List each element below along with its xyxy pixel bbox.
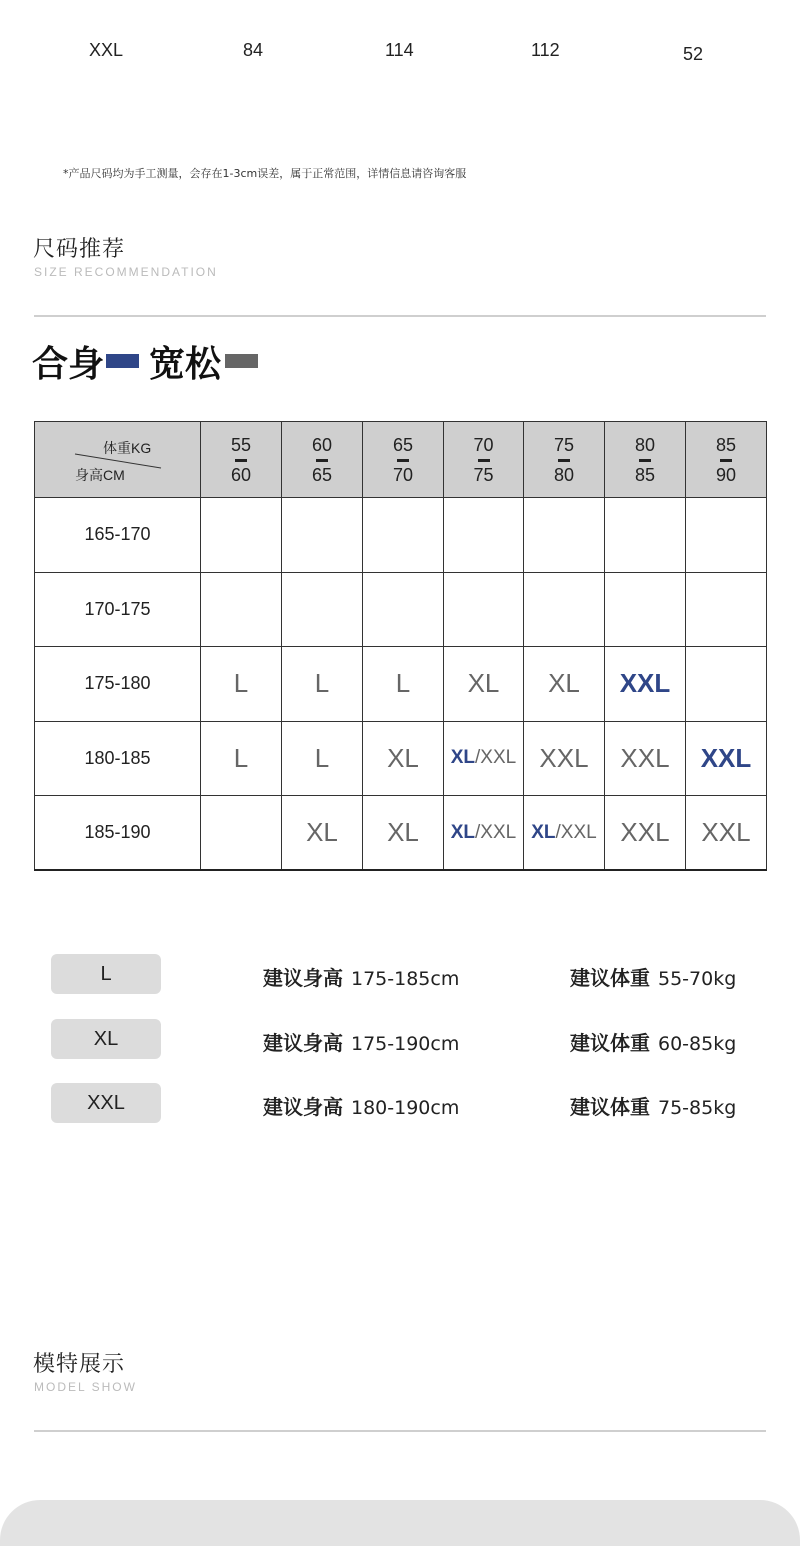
fit-label: 合身 bbox=[32, 343, 105, 385]
weight-column-header: 80 85 bbox=[605, 422, 686, 498]
size-cell bbox=[524, 572, 605, 647]
loose-color-swatch bbox=[225, 354, 258, 368]
size-cell: XXL bbox=[605, 796, 686, 871]
suggested-height: 建议身高 175-185cm bbox=[263, 966, 460, 990]
size-cell-loose: XXL bbox=[686, 721, 767, 796]
size-badge: XL bbox=[51, 1019, 161, 1059]
weight-column-header: 60 65 bbox=[282, 422, 363, 498]
size-cell-mixed bbox=[444, 721, 524, 796]
divider bbox=[34, 315, 766, 317]
size-cell bbox=[363, 498, 444, 573]
table-row bbox=[35, 498, 767, 573]
size-cell bbox=[282, 498, 363, 573]
size-cell: XXL bbox=[686, 796, 767, 871]
size-cell-mixed bbox=[524, 796, 605, 871]
measure-cell: 114 bbox=[385, 40, 414, 60]
size-cell bbox=[686, 572, 767, 647]
weight-column-header: 70 75 bbox=[444, 422, 524, 498]
size-cell: L bbox=[201, 647, 282, 722]
mixed-size-primary: XL bbox=[450, 747, 476, 769]
size-cell: L bbox=[282, 721, 363, 796]
size-cell bbox=[201, 572, 282, 647]
size-cell: XL bbox=[363, 796, 444, 871]
height-range-cell: 175-180 bbox=[35, 647, 201, 722]
suggested-height: 建议身高 180-190cm bbox=[263, 1095, 460, 1119]
table-row bbox=[35, 796, 767, 871]
size-cell bbox=[605, 572, 686, 647]
measure-cell: 112 bbox=[531, 40, 560, 60]
mixed-size-secondary: /XXL bbox=[475, 747, 517, 769]
suggested-weight: 建议体重 55-70kg bbox=[570, 966, 737, 990]
size-cell: L bbox=[282, 647, 363, 722]
suggested-weight: 建议体重 60-85kg bbox=[570, 1031, 737, 1055]
mixed-size-primary: XL bbox=[450, 821, 476, 843]
size-cell: XL bbox=[282, 796, 363, 871]
size-cell: XL bbox=[524, 647, 605, 722]
measure-cell: 52 bbox=[683, 44, 704, 64]
weight-column-header: 75 80 bbox=[524, 422, 605, 498]
size-cell: L bbox=[201, 721, 282, 796]
section-title-model-show: 模特展示 bbox=[33, 1352, 126, 1377]
size-cell bbox=[282, 572, 363, 647]
recommendation-row-xxl bbox=[0, 1083, 800, 1125]
suggested-weight: 建议体重 75-85kg bbox=[570, 1095, 737, 1119]
fit-color-swatch bbox=[106, 354, 139, 368]
measurement-note: *产品尺码均为手工测量，会存在1-3cm误差，属于正常范围，详情信息请咨询客服 bbox=[63, 167, 467, 180]
recommendation-row-l bbox=[0, 954, 800, 996]
table-header-row bbox=[35, 422, 767, 498]
table-row bbox=[35, 647, 767, 722]
table-row bbox=[35, 721, 767, 796]
height-range-cell: 170-175 bbox=[35, 572, 201, 647]
mixed-size-secondary: /XXL bbox=[475, 821, 517, 843]
size-cell bbox=[444, 498, 524, 573]
size-cell bbox=[605, 498, 686, 573]
height-range-cell: 185-190 bbox=[35, 796, 201, 871]
size-cell bbox=[201, 796, 282, 871]
divider bbox=[34, 1430, 766, 1432]
table-row bbox=[35, 572, 767, 647]
measure-cell: 84 bbox=[243, 40, 264, 60]
size-cell: XXL bbox=[605, 721, 686, 796]
size-cell-loose: XXL bbox=[605, 647, 686, 722]
height-axis-label: 身高CM bbox=[75, 467, 125, 483]
size-cell: XL bbox=[444, 647, 524, 722]
section-subtitle-model-show: MODEL SHOW bbox=[34, 1380, 137, 1394]
size-chart-row-xxl bbox=[0, 40, 800, 64]
size-cell bbox=[686, 647, 767, 722]
mixed-size-secondary: /XXL bbox=[555, 821, 597, 843]
loose-label: 宽松 bbox=[149, 343, 222, 385]
mixed-size-primary: XL bbox=[531, 821, 556, 843]
size-cell bbox=[363, 572, 444, 647]
corner-diagonal bbox=[35, 422, 201, 498]
size-cell: XL bbox=[363, 721, 444, 796]
section-subtitle-size-recommendation: SIZE RECOMMENDATION bbox=[34, 265, 218, 279]
size-cell bbox=[444, 572, 524, 647]
size-cell bbox=[524, 498, 605, 573]
model-image-panel bbox=[0, 1500, 800, 1546]
height-range-cell: 180-185 bbox=[35, 721, 201, 796]
weight-column-header: 65 70 bbox=[363, 422, 444, 498]
size-cell bbox=[201, 498, 282, 573]
size-cell: XXL bbox=[524, 721, 605, 796]
size-recommendation-table bbox=[34, 421, 767, 871]
section-title-size-recommendation: 尺码推荐 bbox=[33, 237, 126, 262]
size-cell bbox=[686, 498, 767, 573]
table-corner-cell bbox=[35, 422, 201, 498]
fit-legend bbox=[32, 336, 268, 386]
size-cell: XXL bbox=[89, 40, 124, 60]
suggested-height: 建议身高 175-190cm bbox=[263, 1031, 460, 1055]
weight-column-header: 55 60 bbox=[201, 422, 282, 498]
size-badge: L bbox=[51, 954, 161, 994]
size-badge: XXL bbox=[51, 1083, 161, 1123]
recommendation-row-xl bbox=[0, 1019, 800, 1061]
weight-axis-label: 体重KG bbox=[103, 440, 152, 456]
height-range-cell: 165-170 bbox=[35, 498, 201, 573]
size-cell: L bbox=[363, 647, 444, 722]
weight-column-header: 85 90 bbox=[686, 422, 767, 498]
size-cell-mixed bbox=[444, 796, 524, 871]
